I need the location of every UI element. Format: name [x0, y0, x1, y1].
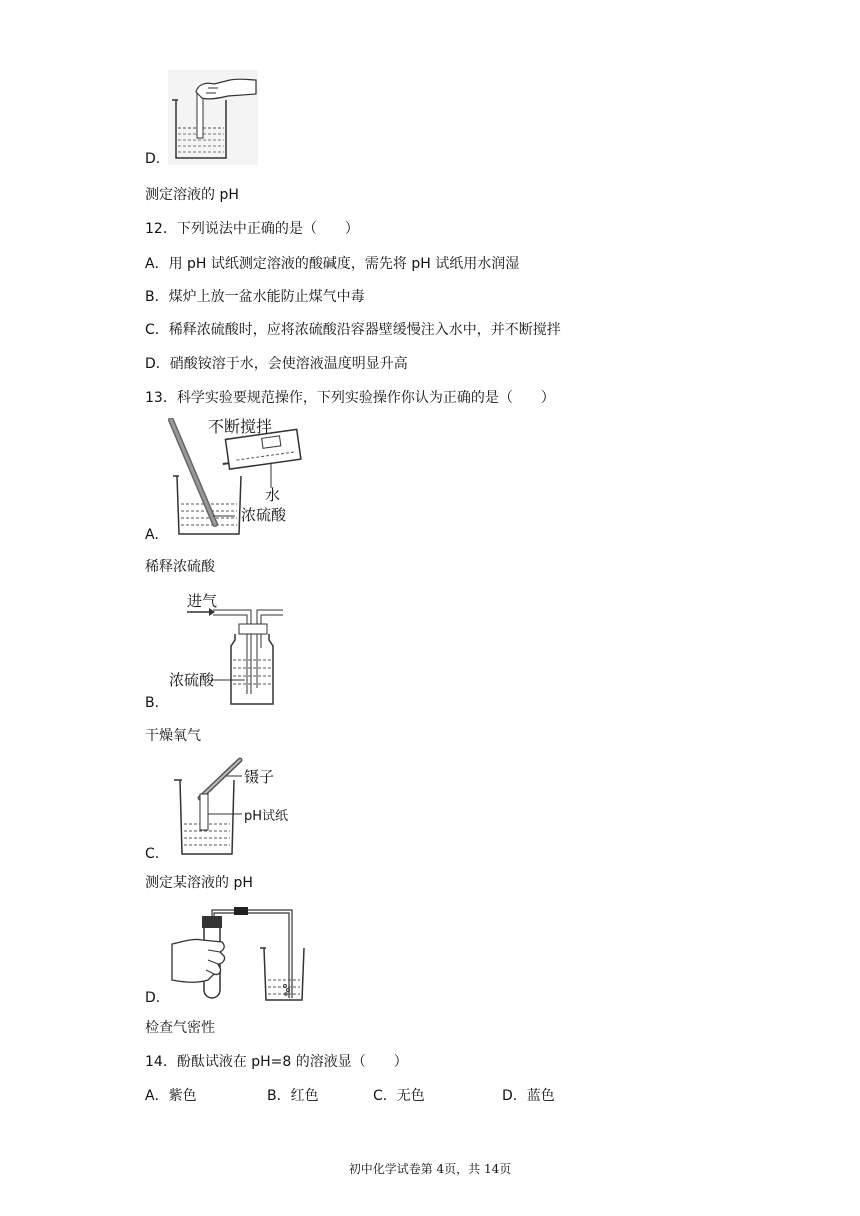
q13-option-a-letter: A. [145, 527, 159, 543]
q13-option-b-caption: 干燥氧气 [145, 728, 201, 744]
q12-option-d: D．硝酸铵溶于水，会使溶液温度明显升高 [145, 356, 408, 372]
q11-option-d-caption: 测定溶液的 pH [145, 187, 239, 203]
q13-option-b-letter: B. [145, 695, 160, 711]
q13-option-d-letter: D. [145, 990, 161, 1006]
q12-option-a: A．用 pH 试纸测定溶液的酸碱度，需先将 pH 试纸用水润湿 [145, 256, 520, 272]
page-footer: 初中化学试卷第 4页，共 14页 [348, 1162, 512, 1176]
q14-stem: 14．酚酞试液在 pH=8 的溶液显（ ） [145, 1054, 408, 1070]
q13-a-label-acid: 浓硫酸 [241, 506, 287, 524]
q13-stem: 13．科学实验要规范操作，下列实验操作你认为正确的是（ ） [145, 390, 555, 406]
q14-option-a: A．紫色 [145, 1088, 197, 1104]
q13-option-a-figure [165, 418, 315, 540]
q11-option-d-figure [168, 70, 258, 165]
q13-c-label-tweezers: 镊子 [244, 768, 275, 786]
q12-option-b: B．煤炉上放一盆水能防止煤气中毒 [145, 289, 365, 305]
q13-option-c-letter: C. [145, 846, 160, 862]
q13-c-label-paper: pH试纸 [244, 809, 289, 824]
q13-option-d-caption: 检查气密性 [145, 1020, 215, 1036]
q13-option-c-figure [170, 756, 300, 860]
q13-option-a-caption: 稀释浓硫酸 [145, 559, 215, 575]
q14-option-b: B．红色 [267, 1088, 319, 1104]
q13-a-label-water: 水 [265, 486, 281, 504]
q13-a-label-stir: 不断搅拌 [208, 418, 273, 436]
q13-b-label-inlet: 进气 [187, 592, 218, 610]
q13-option-d-figure [168, 902, 308, 1006]
q14-option-d: D．蓝色 [502, 1088, 555, 1104]
q12-option-c: C．稀释浓硫酸时，应将浓硫酸沿容器壁缓慢注入水中，并不断搅拌 [145, 322, 561, 338]
q13-option-c-caption: 测定某溶液的 pH [145, 875, 253, 891]
q13-option-b-figure [165, 588, 290, 710]
q11-option-d-letter: D. [145, 151, 161, 167]
q14-option-c: C．无色 [373, 1088, 425, 1104]
q13-b-label-acid: 浓硫酸 [169, 671, 215, 689]
q12-stem: 12．下列说法中正确的是（ ） [145, 221, 359, 237]
